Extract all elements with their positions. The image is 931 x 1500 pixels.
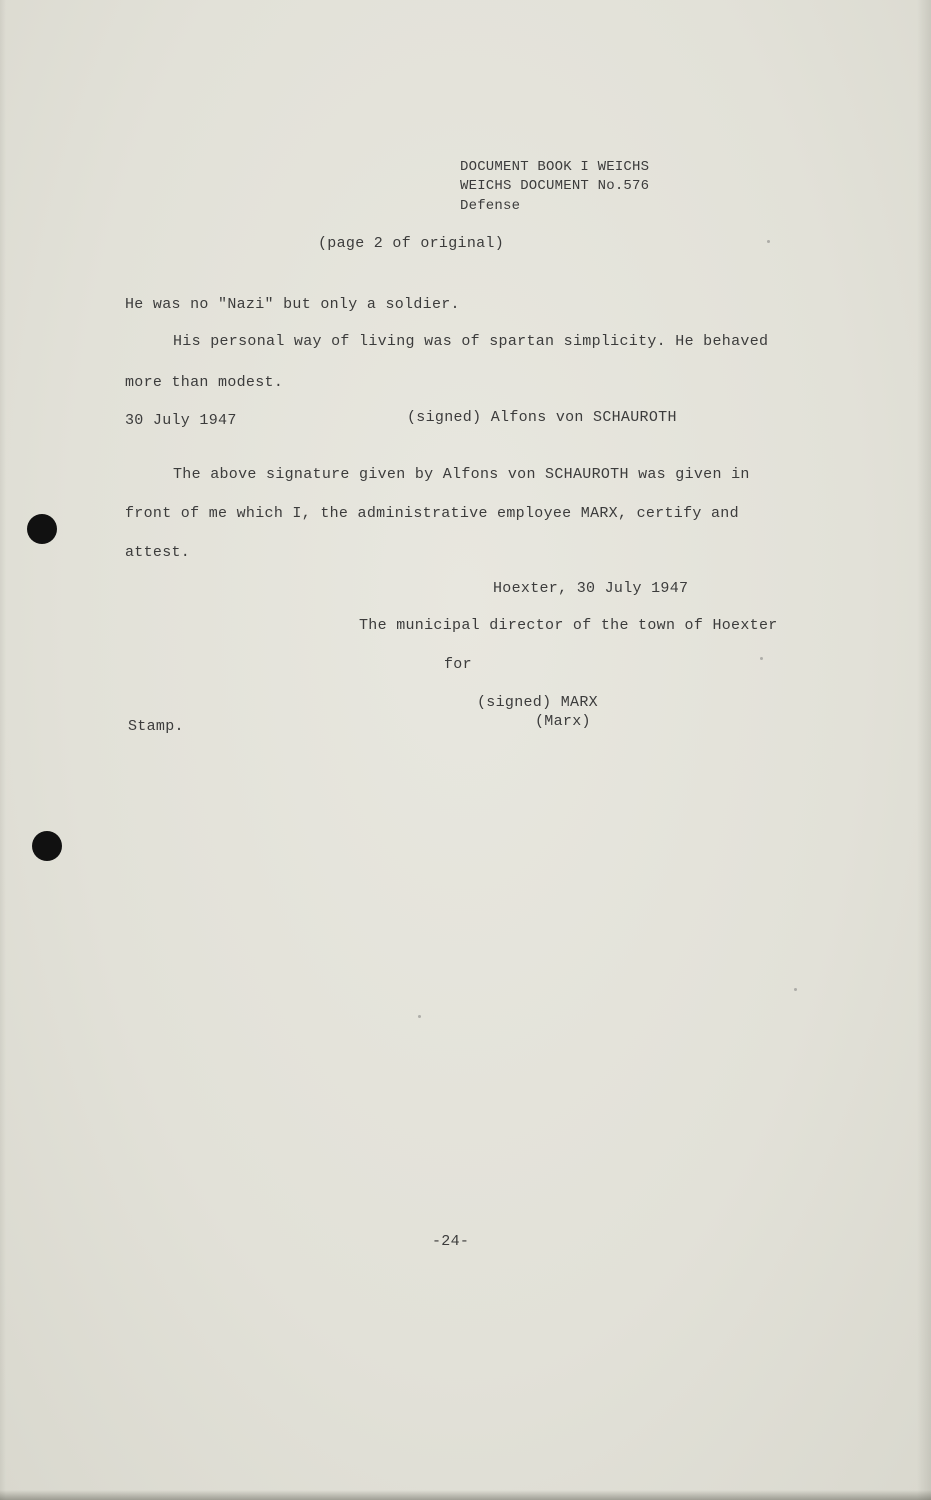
page-of-original-note: (page 2 of original) <box>318 235 505 252</box>
page-edge-bottom <box>0 1490 931 1500</box>
declaration-date: 30 July 1947 <box>125 412 237 429</box>
body-line-1: He was no "Nazi" but only a soldier. <box>125 296 460 313</box>
header-document-book: DOCUMENT BOOK I WEICHS <box>460 159 650 175</box>
header-defense: Defense <box>460 198 521 214</box>
punch-hole-top <box>27 514 57 544</box>
signature-marx: (signed) MARX <box>477 694 598 711</box>
paper-speck <box>767 240 770 243</box>
paper-speck <box>760 657 763 660</box>
header-document-number: WEICHS DOCUMENT No.576 <box>460 178 650 194</box>
page-edge-left <box>0 0 6 1500</box>
page-edge-right <box>917 0 931 1500</box>
signatory-name: (Marx) <box>535 713 591 730</box>
signature-schauroth: (signed) Alfons von SCHAUROTH <box>407 409 677 426</box>
punch-hole-bottom <box>32 831 62 861</box>
stamp-label: Stamp. <box>128 718 184 735</box>
certification-line-1: The above signature given by Alfons von SCHAUROTH was given in <box>173 466 750 483</box>
body-line-3: more than modest. <box>125 374 284 391</box>
certification-line-3: attest. <box>125 544 191 561</box>
page-number: -24- <box>432 1233 470 1250</box>
body-line-2: His personal way of living was of spartan simplicity. He behaved <box>173 333 769 350</box>
municipal-director: The municipal director of the town of Hoexter <box>359 617 778 634</box>
place-and-date: Hoexter, 30 July 1947 <box>493 580 689 597</box>
certification-line-2: front of me which I, the administrative employee MARX, certify and <box>125 505 739 522</box>
paper-speck <box>794 988 797 991</box>
for-label: for <box>444 656 472 673</box>
paper-speck <box>418 1015 421 1018</box>
